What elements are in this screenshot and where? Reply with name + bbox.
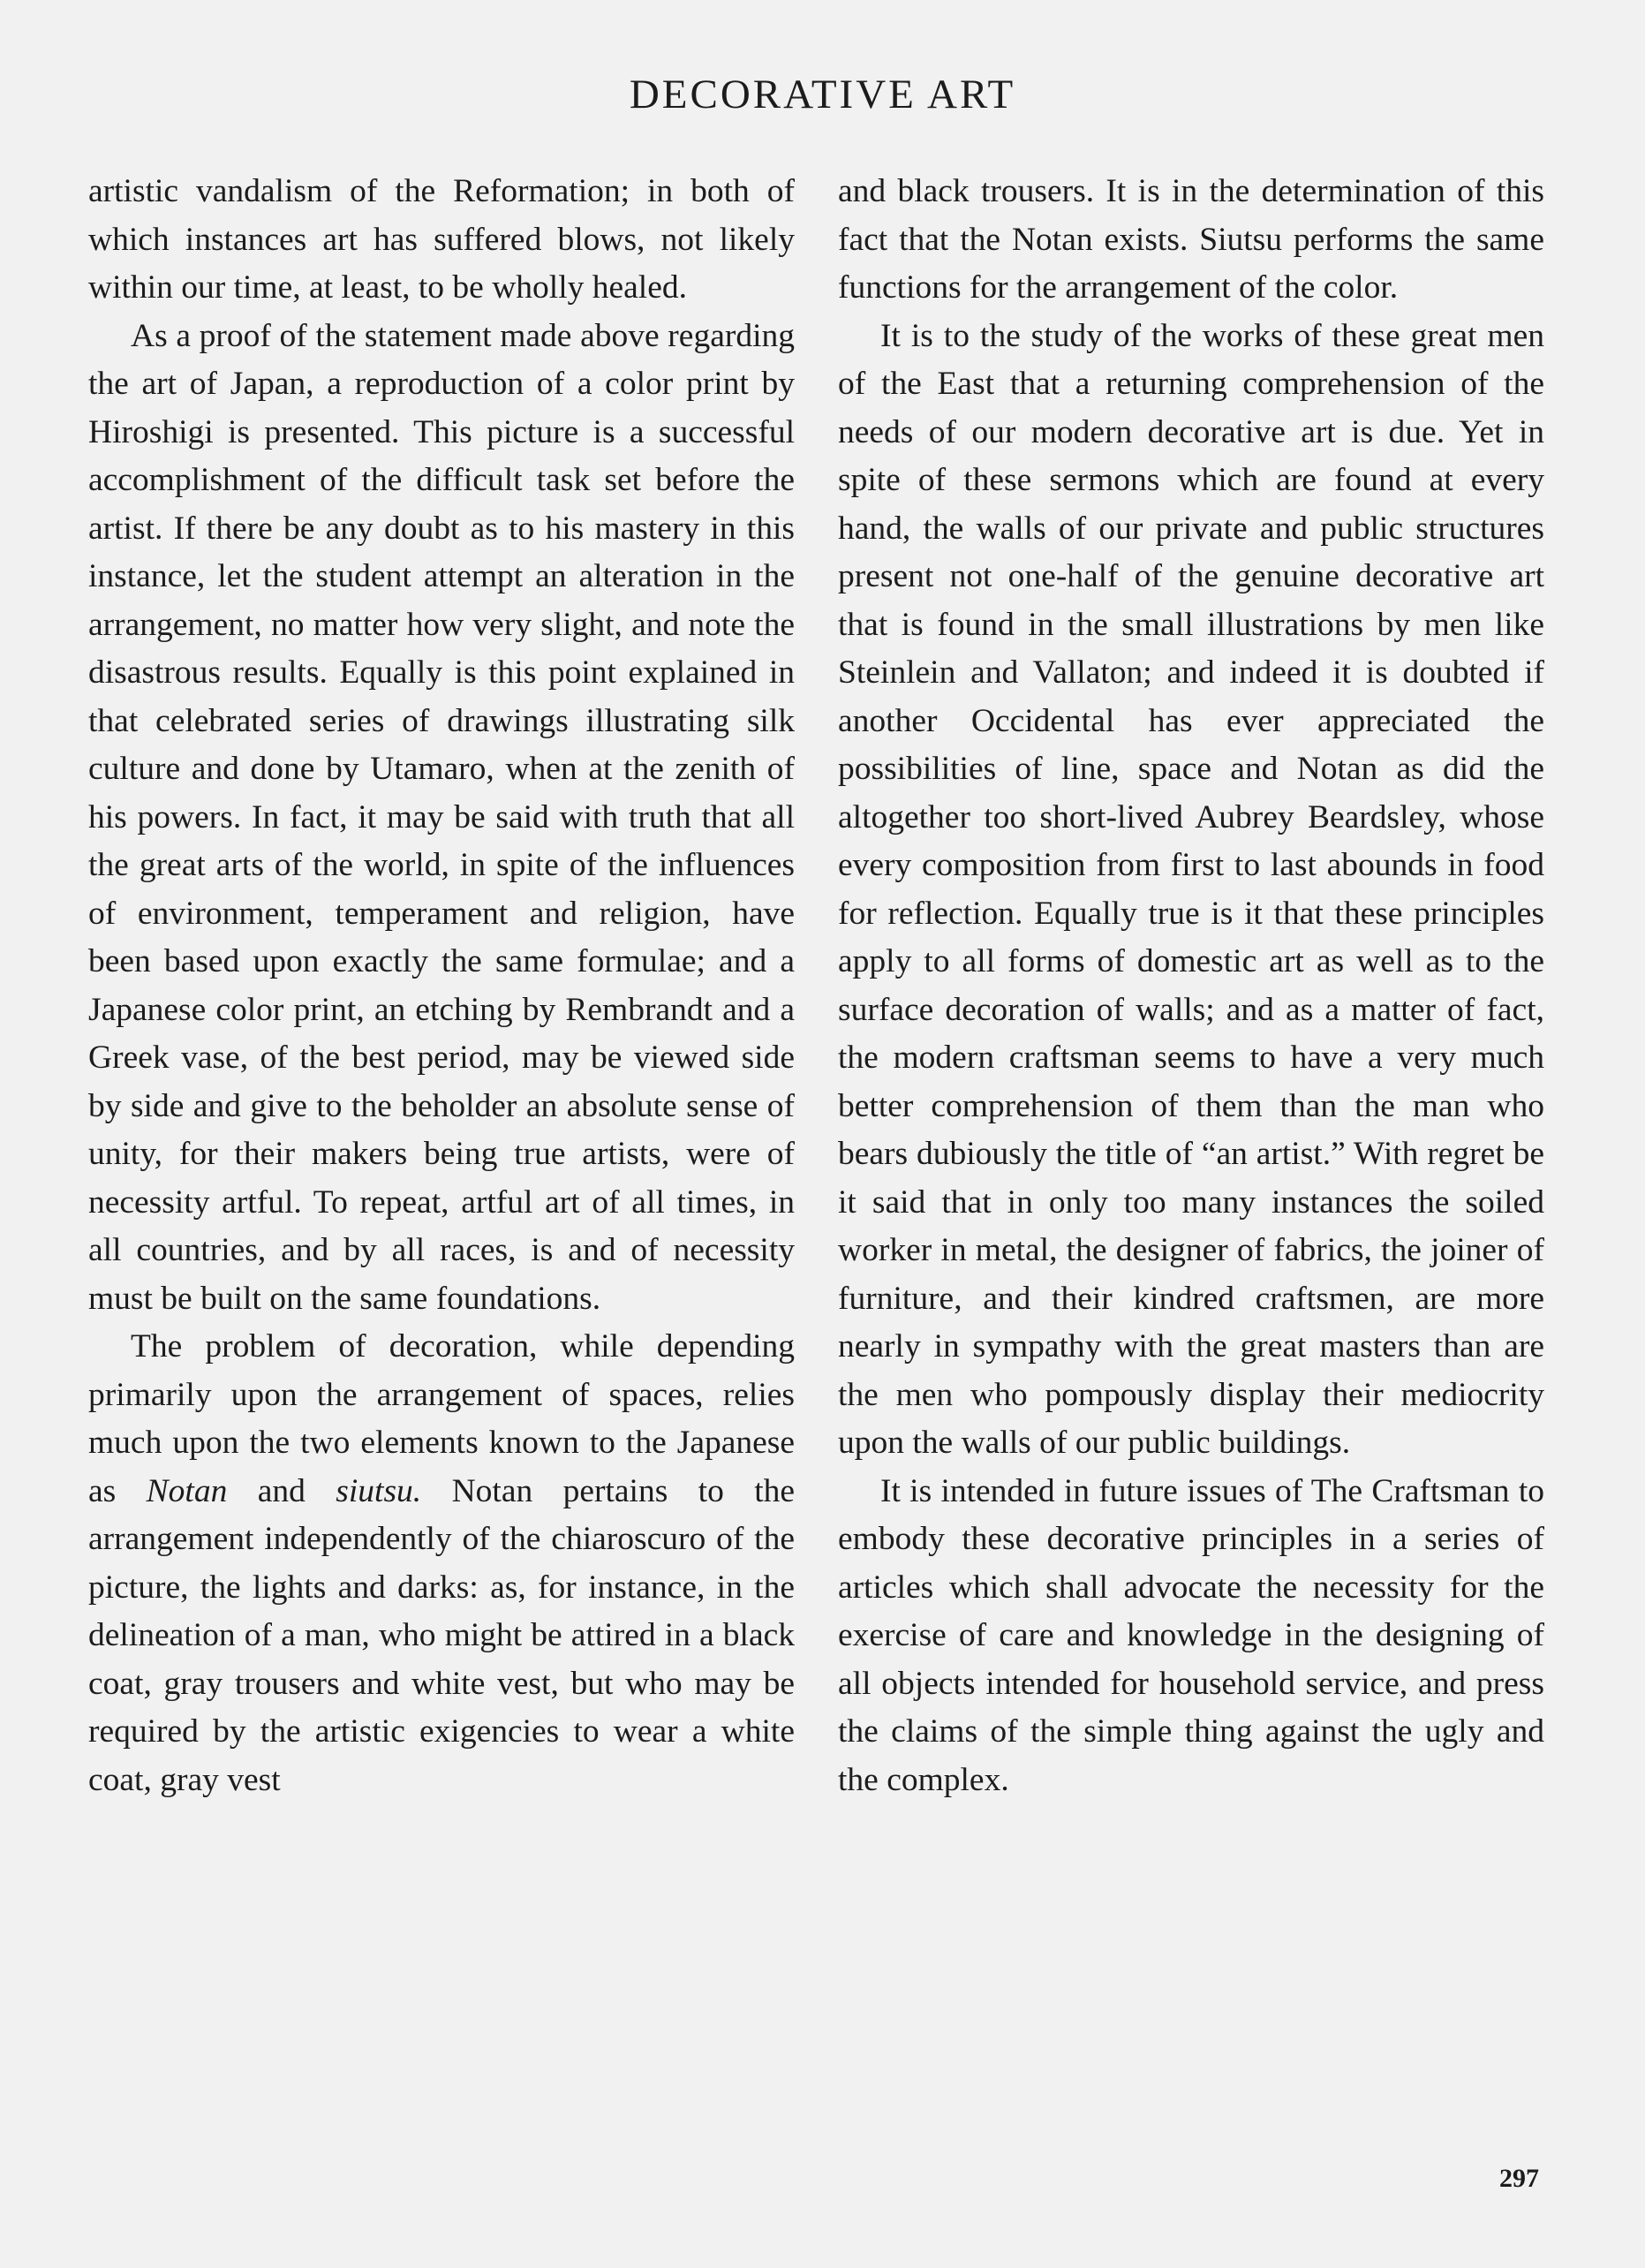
paragraph: As a proof of the statement made above regarding the art of Japan, a reproduction of a color print by Hiroshigi is presented. This picture is a successful accomplishment of the difficult task set before the artist. If there be any doubt as to his mastery in this instance, let the student attempt an alteration in the arrangement, no matter how very slight, and note the disastrous results. Equally is this point explained in that celebrated series of drawings illustrating silk culture and done by Utamaro, when at the zenith of his powers. In fact, it may be said with truth that all the great arts of the world, in spite of the influences of environment, temperament and religion, have been based upon exactly the same formulae; and a Japanese color print, an etching by Rembrandt and a Greek vase, of the best period, may be viewed side by side and give to the beholder an absolute sense of unity, for their makers being true artists, were of necessity artful. To repeat, artful art of all times, in all countries, and by all races, is and of necessity must be built on the same foundations. [88, 317, 795, 1317]
left-column [88, 168, 795, 1804]
paragraph-text: Notan pertains to the arrangement independently of the chiaroscuro of the picture, the lights and darks: as, for instance, in the delineation of a man, who might be attired in a black coat, gray trousers and white vest, but who may be required by the artistic exigencies to wear a white coat, gray vest [88, 1472, 796, 1798]
term-notan: Notan [146, 1472, 228, 1509]
running-title: DECORATIVE ART [629, 72, 1016, 117]
paragraph-text: The problem of decoration, while depending primarily upon the arrangement of spaces, relies much upon the two elements known to the Japanese as [88, 1328, 795, 1509]
right-column [838, 168, 1544, 1804]
paragraph-continued: and black trousers. It is in the determination of this fact that the Notan exists. Siutsu performs the same functions for the arrangement of the color. [838, 173, 1544, 306]
paragraph: It is to the study of the works of these great men of the East that a returning comprehension of the needs of our modern decorative art is due. Yet in spite of these sermons which are found at every hand, the walls of our private and public structures present not one-half of the genuine decorative art that is found in the small illustrations by men like Steinlein and Vallaton; and indeed it is doubted if another Occidental has ever appreciated the possibilities of line, space and Notan as did the altogether too short-lived Aubrey Beardsley, whose every composition from first to last abounds in food for reflection. Equally true is it that these principles apply to all forms of domestic art as well as to the surface decoration of walls; and as a matter of fact, the modern craftsman seems to have a very much better comprehension of them than the man who bears dubiously the title of “an artist.” With regret be it said that in only too many instances the soiled worker in metal, the designer of fabrics, the joiner of furniture, and their kindred craftsmen, are more nearly in sympathy with the great masters than are the men who pompously display their mediocrity upon the walls of our public buildings. [838, 317, 1544, 1461]
conjunction: and [257, 1472, 306, 1509]
paragraph: It is intended in future issues of The Craftsman to embody these decorative principles in a series of articles which shall advocate the necessity for the exercise of care and knowledge in the designing of all objects intended for household service, and press the claims of the simple thing against the ugly and the complex. [838, 1472, 1544, 1798]
paragraph [88, 1323, 795, 1804]
paragraph-continued: artistic vandalism of the Reformation; in both of which instances art has suffered blows, not likely within our time, at least, to be wholly healed. [88, 173, 795, 306]
term-siutsu: siutsu. [336, 1472, 422, 1509]
page-number: 297 [1499, 2164, 1539, 2193]
